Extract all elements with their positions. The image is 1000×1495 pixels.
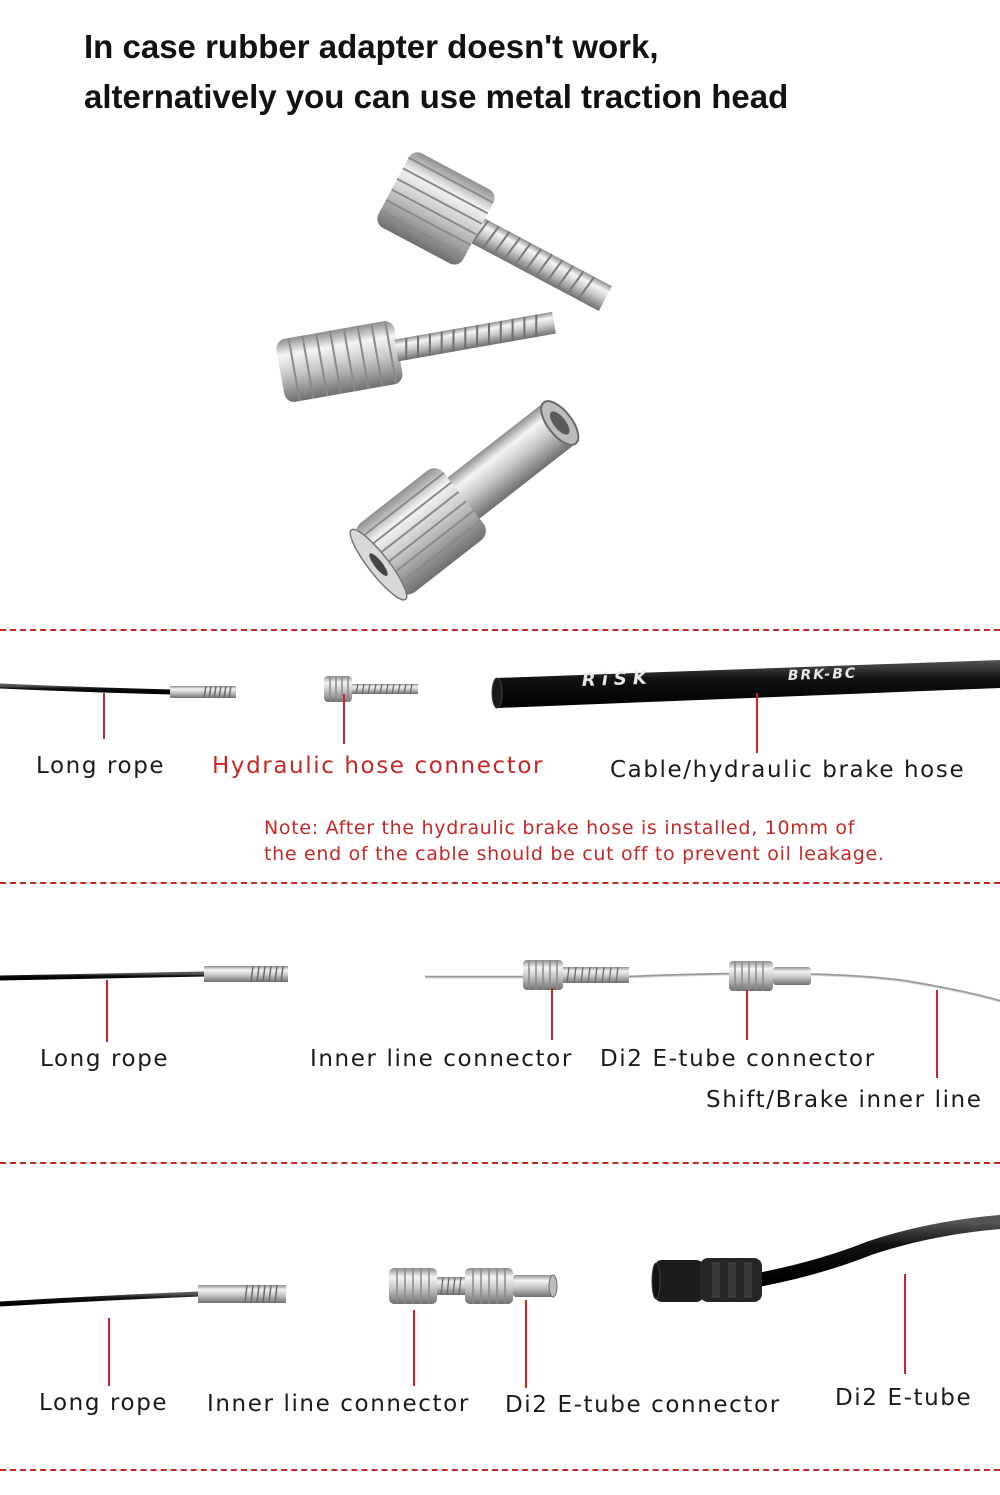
brake-hose-image [490,652,1000,712]
inner-line-assembly-image [425,955,1000,1010]
label-inner-line: Shift/Brake inner line [706,1087,983,1113]
traction-head-threaded-top [374,149,625,336]
headline-line-2: alternatively you can use metal traction head [84,78,789,115]
label-inner-line-connector-3: Inner line connector [207,1391,470,1417]
hydraulic-hose-connector-image [322,672,422,706]
installation-note-line-1: Note: After the hydraulic brake hose is installed, 10mm of [264,817,856,839]
divider-4 [0,1469,1000,1471]
label-etube-connector-2: Di2 E-tube connector [600,1046,876,1072]
leader-line-inner-line [936,990,938,1078]
divider-1 [0,629,1000,631]
label-hydraulic-hose-connector: Hydraulic hose connector [212,753,545,779]
headline-line-1: In case rubber adapter doesn't work, [84,28,659,65]
long-rope-image-3 [0,1278,295,1314]
label-inner-line-connector-2: Inner line connector [310,1046,573,1072]
label-etube-connector-3: Di2 E-tube connector [505,1392,781,1418]
label-brake-hose: Cable/hydraulic brake hose [610,757,966,783]
brake-hose-model-text: BRK-BC [787,665,858,684]
leader-line-etube-connector-3 [525,1300,527,1388]
brake-hose-brand-text: RiSK [581,667,654,691]
label-long-rope-1: Long rope [36,753,166,779]
leader-line-inner-line-connector-2 [551,988,553,1040]
di2-etube-image [650,1218,1000,1318]
long-rope-image-2 [0,958,295,994]
inner-line-connector-part [523,960,629,990]
leader-line-brake-hose [756,693,758,753]
leader-line-hose-connector [343,694,345,744]
long-rope-image-1 [0,672,240,712]
leader-line-etube-connector-2 [746,990,748,1040]
label-etube: Di2 E-tube [835,1385,973,1411]
traction-head-threaded-middle [275,292,560,403]
installation-note-line-2: the end of the cable should be cut off to prevent oil leakage. [264,843,885,865]
leader-line-long-rope-2 [106,980,108,1042]
traction-heads-photo [260,130,620,620]
installation-note [264,815,994,867]
traction-head-hollow-bottom [344,381,597,605]
leader-line-inner-line-connector-3 [413,1310,415,1386]
leader-line-long-rope-1 [103,693,105,739]
divider-3 [0,1162,1000,1164]
etube-connector-part [729,961,811,991]
label-long-rope-3: Long rope [39,1390,169,1416]
divider-2 [0,882,1000,884]
headline [84,22,984,122]
connector-assembly-image [385,1262,560,1310]
label-long-rope-2: Long rope [40,1046,170,1072]
leader-line-etube [904,1274,906,1374]
leader-line-long-rope-3 [108,1318,110,1386]
